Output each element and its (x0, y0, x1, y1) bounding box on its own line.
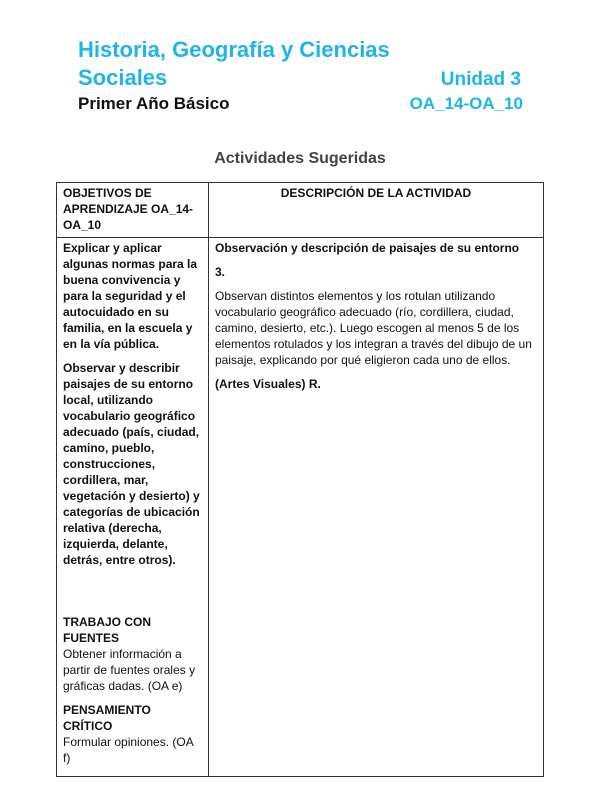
section-title: Actividades Sugeridas (214, 150, 386, 167)
activity-note: (Artes Visuales) R. (215, 377, 321, 391)
title-unit-row (78, 64, 523, 92)
activity-description: Observan distintos elementos y los rotulan utilizando vocabulario geográfico adecuado (río, cordillera, ciudad, camino, desierto, etc.). Luego escogen al menos 5 de los elementos rotulados y los integran a través del dibujo de un paisaje, explicando por qué eligieron cada uno de ellos. (215, 289, 532, 367)
objective-oa10: Observar y describir paisajes de su entorno local, utilizando vocabulario geográfico adecuado (país, ciudad, camino, pueblo, construcciones, cordillera, mar, vegetación y desierto) y categorías de ubicación relativa (derecha, izquierda, delante, detrás, entre otros). (63, 361, 200, 567)
activity-cell (209, 238, 544, 777)
subject-title-line-2: Sociales (78, 65, 168, 90)
skill-sources-title: TRABAJO CON FUENTES (63, 615, 152, 645)
activity-number: 3. (215, 265, 226, 279)
spacer (63, 576, 202, 614)
objective-oa14: Explicar y aplicar algunas normas para la buena convivencia y para la seguridad y el autocuidado en su familia, en la escuela y en la vía pública. (63, 241, 198, 351)
document-header (78, 36, 523, 114)
skill-critical-text: Formular opiniones. (OA f) (63, 735, 194, 765)
skill-sources-text: Obtener información a partir de fuentes orales y gráficas dadas. (OA e) (63, 647, 196, 693)
oa-code: OA_14-OA_10 (409, 94, 523, 113)
activities-table (56, 182, 544, 777)
activity-title: Observación y descripción de paisajes de su entorno (215, 241, 520, 255)
table-header-row (57, 183, 544, 238)
grade-oa-row (78, 94, 523, 114)
skill-critical-title: PENSAMIENTO CRÍTICO (63, 703, 151, 733)
table-body-row (57, 238, 544, 777)
unit-label: Unidad 3 (440, 69, 521, 90)
objectives-cell (57, 238, 209, 777)
grade-label: Primer Año Básico (78, 94, 230, 113)
subject-title-line-1: Historia, Geografía y Ciencias (78, 37, 390, 62)
objectives-column-header: OBJETIVOS DE APRENDIZAJE OA_14-OA_10 (57, 183, 209, 238)
activity-column-header: DESCRIPCIÓN DE LA ACTIVIDAD (209, 183, 544, 238)
